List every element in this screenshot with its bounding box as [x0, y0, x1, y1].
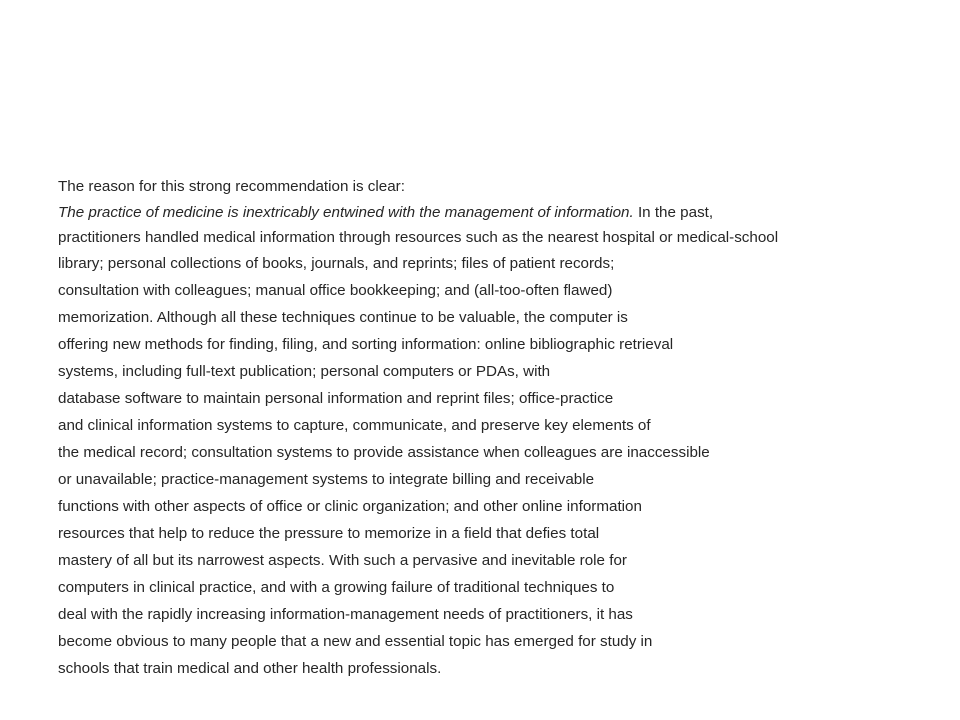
- text-line: library; personal collections of books, journals, and reprints; files of patient records;: [58, 255, 615, 272]
- text-line: systems, including full-text publication; personal computers or PDAs, with: [58, 363, 551, 380]
- emphasis-text: The practice of medicine is inextricably entwined with the management of information.: [58, 204, 634, 221]
- text-line: or unavailable; practice-management systems to integrate billing and receivable: [58, 471, 595, 488]
- text-line: and clinical information systems to capture, communicate, and preserve key elements of: [58, 417, 651, 434]
- text-line: resources that help to reduce the pressure to memorize in a field that defies total: [58, 525, 600, 542]
- text-line: computers in clinical practice, and with a growing failure of traditional techniques to: [58, 579, 615, 596]
- text-line: schools that train medical and other health professionals.: [58, 660, 442, 677]
- text-line: functions with other aspects of office or clinic organization; and other online information: [58, 498, 642, 515]
- text-line: deal with the rapidly increasing information-management needs of practitioners, it has: [58, 606, 633, 623]
- text-line: memorization. Although all these techniques continue to be valuable, the computer is: [58, 309, 628, 326]
- emphasis-line: [58, 199, 918, 226]
- text-line: consultation with colleagues; manual office bookkeeping; and (all-too-often flawed): [58, 282, 613, 299]
- text-line: In the past,: [633, 204, 714, 221]
- text-line: become obvious to many people that a new and essential topic has emerged for study in: [58, 633, 653, 650]
- text-line: mastery of all but its narrowest aspects. With such a pervasive and inevitable role for: [58, 552, 627, 569]
- text-line: the medical record; consultation systems to provide assistance when colleagues are inaccessible: [58, 444, 710, 461]
- text-line: database software to maintain personal information and reprint files; office-practice: [58, 390, 614, 407]
- text-line: offering new methods for finding, filing, and sorting information: online bibliographic retrieval: [58, 336, 674, 353]
- text-line: practitioners handled medical information through resources such as the nearest hospital or medical-school: [58, 229, 779, 246]
- body-text: [58, 173, 918, 682]
- intro-line: The reason for this strong recommendation is clear:: [58, 178, 405, 195]
